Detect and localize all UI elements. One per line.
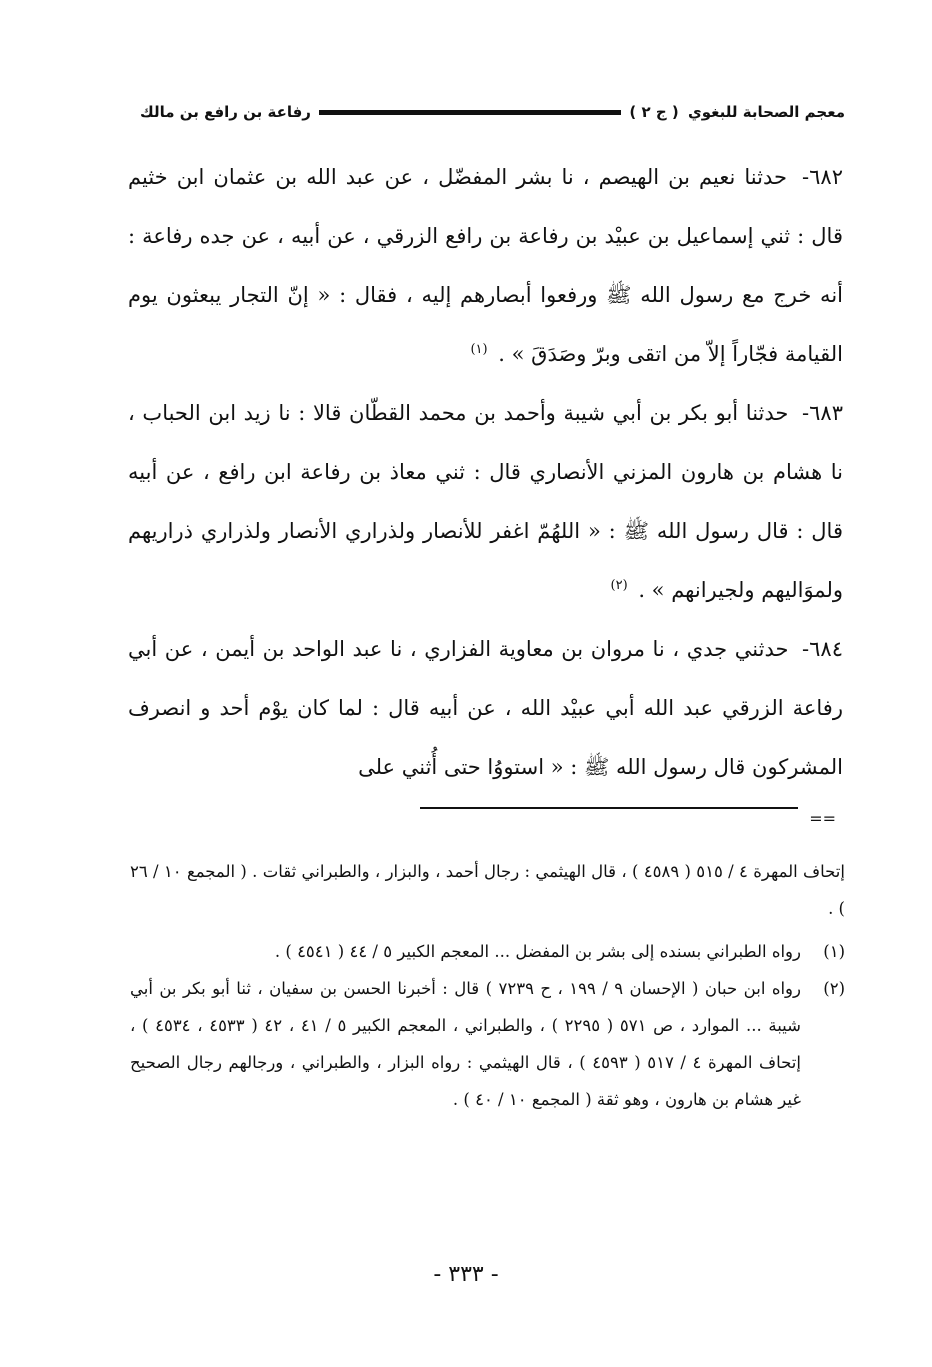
book-title: معجم الصحابة للبغوي: [688, 103, 845, 121]
hadith-text: حدثنا أبو بكر بن أبي شيبة وأحمد بن محمد القطّان قالا : نا زيد ابن الحباب ، نا هشام بن هارون المزني الأنصاري قال : ثني معاذ بن رفاعة ابن رافع ، عن أبيه قال : قال رسول الله ﷺ : « اللهُمّ اغفر للأنصار ولذراري الأنصار ولذراري ذراريهم ولموَاليهم ولجيرانهم » .: [128, 401, 843, 602]
hadith-text: حدثني جدي ، نا مروان بن معاوية الفزاري ، نا عبد الواحد بن أيمن ، عن أبي رفاعة الزرقي عبد الله أبي عبيْد الله ، عن أبيه قال : لما كان يوْم أحد و انصرف المشركون قال رسول الله ﷺ : « استووُا حتى أُثني على: [128, 637, 843, 779]
hadith-number: ٦٨٢-: [802, 165, 843, 189]
hadith-text: حدثنا نعيم بن الهيصم ، نا بشر المفضّل ، عن عبد الله بن عثمان ابن خثيم قال : ثني إسماعيل بن عبيْد بن رفاعة بن رافع الزرقي ، عن أبيه ، عن جده رفاعة : أنه خرج مع رسول الله ﷺ ورفعوا أبصارهم إليه ، فقال : « إنّ التجار يبعثون يوم القيامة فجّاراً إلاّ من اتقى وبرّ وصَدَقَ » .: [128, 165, 843, 366]
volume-label: ( ج ٢ ): [629, 103, 679, 121]
hadith-number: ٦٨٣-: [802, 401, 843, 425]
section-title: رفاعة بن رافع بن مالك: [140, 103, 311, 121]
running-header: [140, 98, 845, 126]
footnote-separator: [420, 807, 798, 809]
separator-mark: ==: [809, 809, 836, 828]
footnote-ref: (٢): [610, 578, 628, 593]
footnote-label: (١): [823, 942, 845, 961]
footnote-text: رواه ابن حبان ( الإحسان ٩ / ١٩٩ ، ح ٧٢٣٩ ) قال : أخبرنا الحسن بن سفيان ، ثنا أبو بكر بن أبي شيبة ... الموارد ، ص ٥٧١ ( ٢٢٩٥ ) ، والطبراني ، المعجم الكبير ٥ / ٤١ ، ٤٢ ( ٤٥٣٣ ، ٤٥٣٤ ) ، إتحاف المهرة ٤ / ٥١٧ ( ٤٥٩٣ ) ، قال الهيثمي : رواه البزار ، والطبراني ، ورجالهم رجال الصحيح غير هشام بن هارون ، وهو ثقة ( المجمع ١٠ / ٤٠ ) .: [130, 979, 801, 1109]
footnote-continued: إتحاف المهرة ٤ / ٥١٥ ( ٤٥٨٩ ) ، قال الهيثمي : رجال أحمد ، والبزار ، والطبراني ثقات . ( المجمع ١٠ / ٢٦ ) .: [130, 862, 845, 918]
footnote-text: رواه الطبراني بسنده إلى بشر بن المفضل ... المعجم الكبير ٥ / ٤٤ ( ٤٥٤١ ) .: [274, 942, 801, 961]
hadith-684: [128, 620, 843, 797]
footnote-1: [130, 933, 845, 970]
page-number: - ٣٣٣ -: [433, 1262, 499, 1287]
main-text: [128, 148, 843, 797]
footnote-ref: (١): [470, 342, 488, 357]
footnote-2: [130, 970, 845, 1118]
hadith-number: ٦٨٤-: [802, 637, 843, 661]
header-book-title: [629, 103, 845, 121]
footnotes: [130, 853, 845, 1118]
hadith-682: [128, 148, 843, 384]
hadith-683: [128, 384, 843, 620]
footnote-label: (٢): [823, 979, 845, 998]
header-rule: [319, 110, 621, 115]
